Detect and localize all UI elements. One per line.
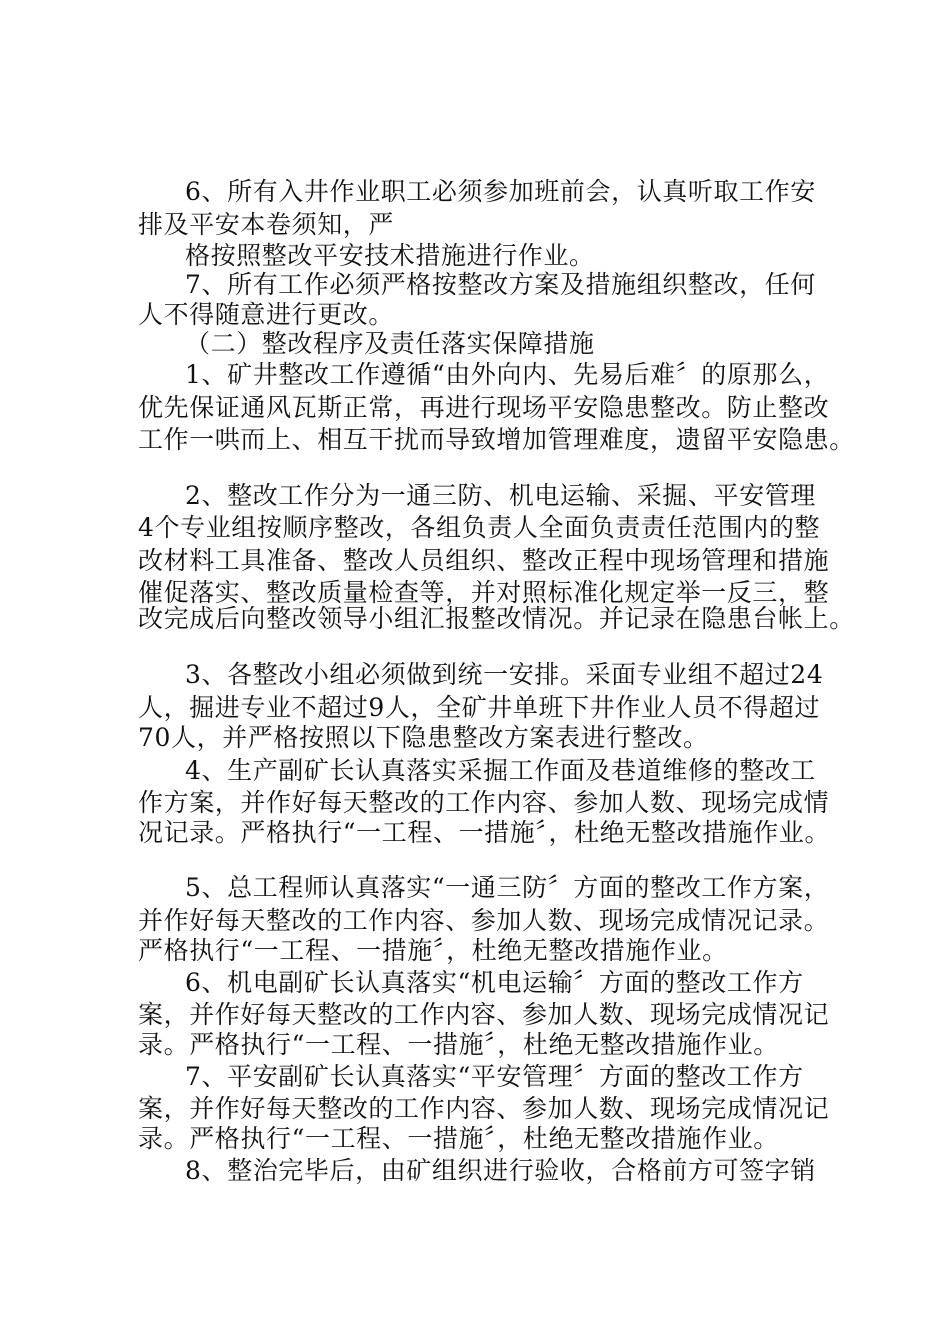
paragraph-line: 1、矿井整改工作遵循“由外向内、先易后难〞的原那么，: [185, 360, 830, 389]
paragraph-line: 6、机电副矿长认真落实“机电运输〞方面的整改工作方: [185, 968, 804, 997]
paragraph-line: 录。严格执行“一工程、一措施〞，杜绝无整改措施作业。: [138, 1030, 779, 1059]
paragraph-line: 案，并作好每天整改的工作内容、参加人数、现场完成情况记: [138, 1094, 830, 1123]
paragraph-line: 作方案，并作好每天整改的工作内容、参加人数、现场完成情: [138, 788, 830, 817]
paragraph-line: 3、各整改小组必须做到统一安排。采面专业组不超过24: [185, 660, 824, 689]
paragraph-line: 优先保证通风瓦斯正常，再进行现场平安隐患整改。防止整改: [138, 393, 830, 422]
paragraph-line: 案，并作好每天整改的工作内容、参加人数、现场完成情况记: [138, 1000, 830, 1029]
paragraph-line: 4、生产副矿长认真落实采掘工作面及巷道维修的整改工: [185, 756, 816, 785]
paragraph-line: 5、总工程师认真落实“一通三防〞方面的整改工作方案，: [185, 873, 830, 902]
paragraph-line: 70人，并严格按照以下隐患整改方案表进行整改。: [138, 723, 709, 752]
paragraph-line: 8、整治完毕后，由矿组织进行验收，合格前方可签字销: [185, 1156, 816, 1185]
paragraph-line: 7、平安副矿长认真落实“平安管理〞方面的整改工作方: [185, 1062, 804, 1091]
paragraph-line: 格按照整改平安技术措施进行作业。: [185, 241, 595, 270]
paragraph-line: 工作一哄而上、相互干扰而导致增加管理难度，遗留平安隐患。: [138, 425, 855, 454]
paragraph-line: 4个专业组按顺序整改，各组负责人全面负责责任范围内的整: [138, 513, 821, 542]
paragraph-line: 严格执行“一工程、一措施〞，杜绝无整改措施作业。: [138, 936, 728, 965]
paragraph-line: 改完成后向整改领导小组汇报整改情况。并记录在隐患台帐上。: [138, 604, 855, 633]
paragraph-line: 排及平安本卷须知，严: [138, 210, 395, 239]
paragraph-line: 录。严格执行“一工程、一措施〞，杜绝无整改措施作业。: [138, 1124, 779, 1153]
section-heading: （二）整改程序及责任落实保障措施: [185, 329, 595, 358]
paragraph-line: 6、所有入井作业职工必须参加班前会，认真听取工作安: [185, 177, 816, 206]
paragraph-line: 改材料工具准备、整改人员组织、整改正程中现场管理和措施: [138, 546, 830, 575]
paragraph-line: 人，掘进专业不超过9人，全矿井单班下井作业人员不得超过: [138, 693, 821, 722]
paragraph-line: 2、整改工作分为一通三防、机电运输、采掘、平安管理: [185, 481, 816, 510]
paragraph-line: 况记录。严格执行“一工程、一措施〞，杜绝无整改措施作业。: [138, 818, 831, 847]
paragraph-line: 并作好每天整改的工作内容、参加人数、现场完成情况记录。: [138, 906, 830, 935]
paragraph-line: 催促落实、整改质量检查等，并对照标准化规定举一反三，整: [138, 578, 830, 607]
paragraph-line: 7、所有工作必须严格按整改方案及措施组织整改，任何: [185, 270, 816, 299]
paragraph-line: 人不得随意进行更改。: [138, 300, 395, 329]
